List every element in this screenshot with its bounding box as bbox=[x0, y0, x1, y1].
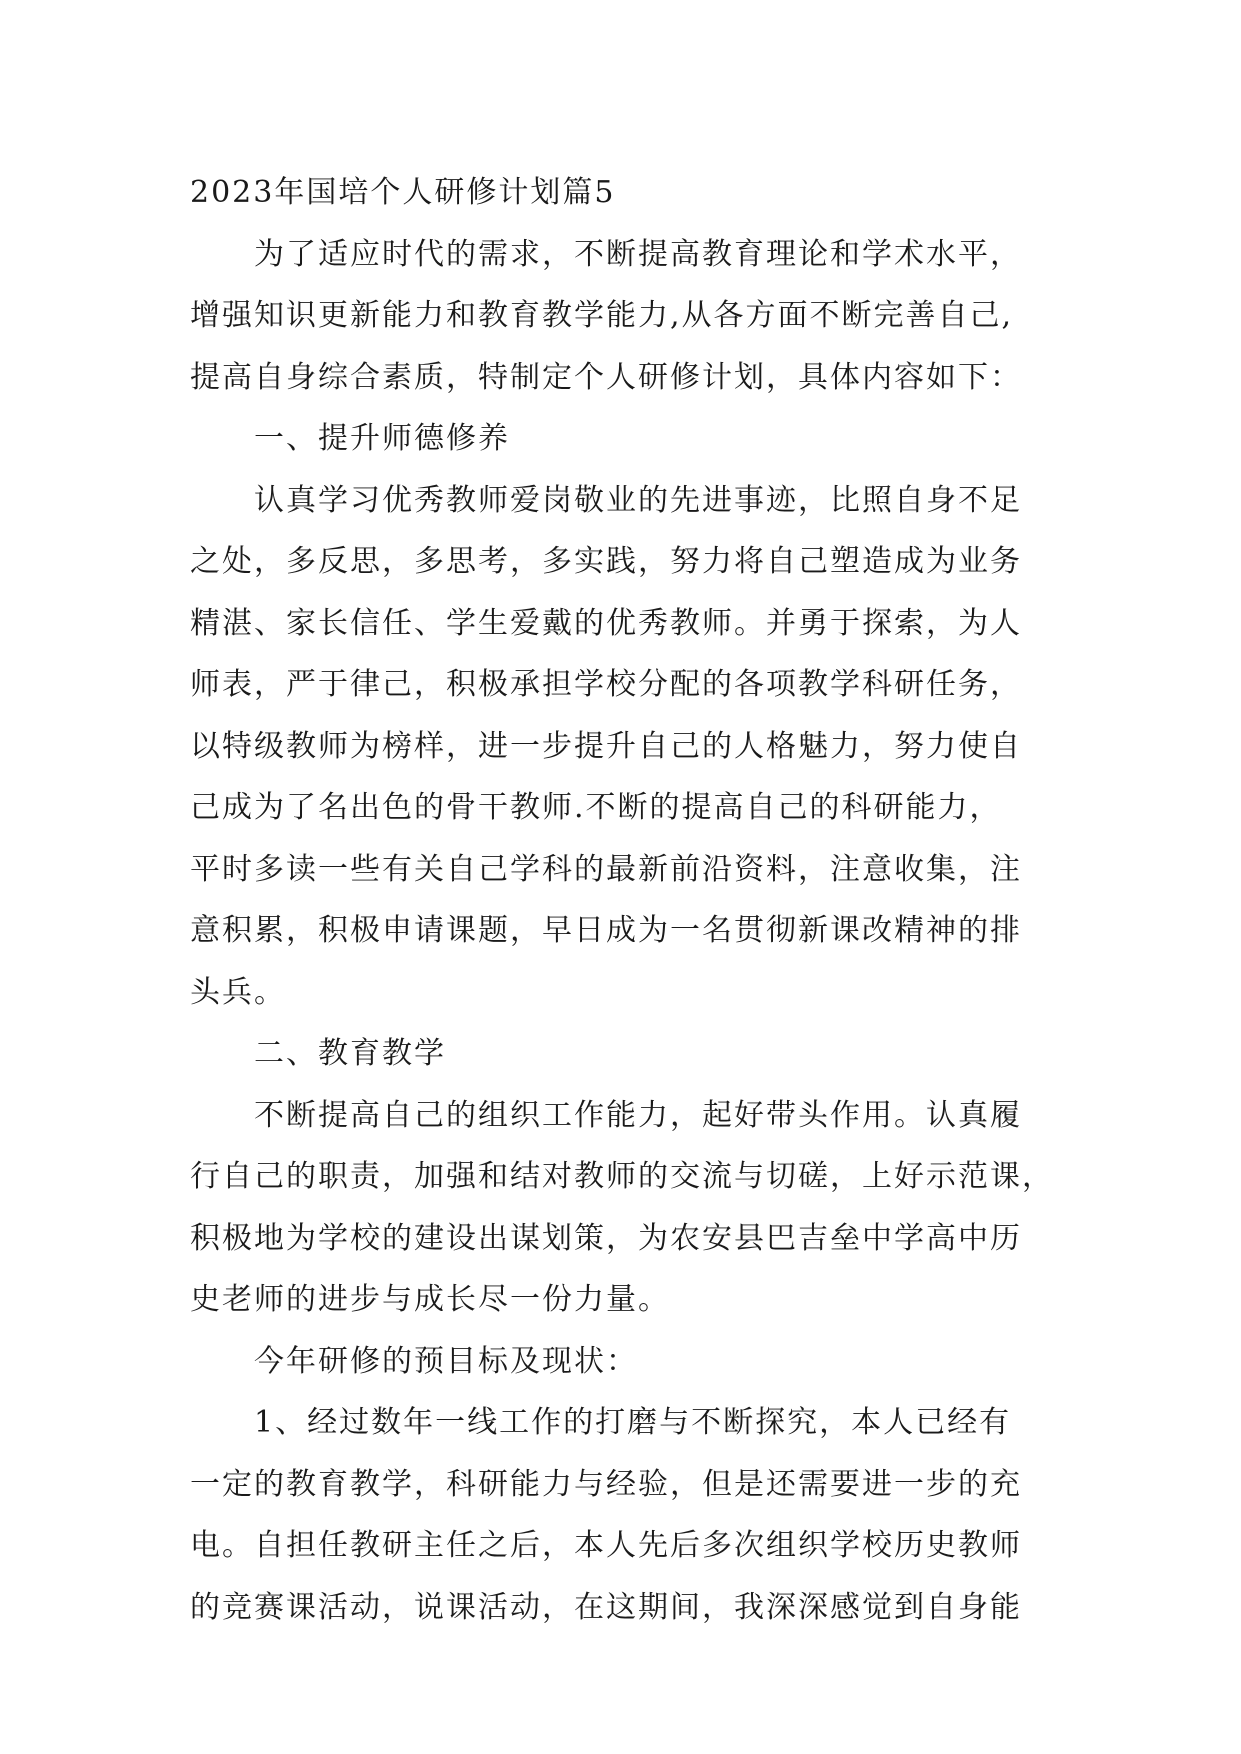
section2-line: 不断提高自己的组织工作能力，起好带头作用。认真履 bbox=[254, 1097, 1022, 1133]
goals-line: 电。自担任教研主任之后，本人先后多次组织学校历史教师 bbox=[190, 1528, 1022, 1563]
section1-line: 认真学习优秀教师爱岗敬业的先进事迹，比照自身不足 bbox=[254, 482, 1022, 518]
section1-line: 之处，多反思，多思考，多实践，努力将自己塑造成为业务 bbox=[190, 544, 1022, 579]
section1-line: 以特级教师为榜样，进一步提升自己的人格魅力，努力使自 bbox=[190, 728, 1022, 764]
intro-line: 提高自身综合素质，特制定个人研修计划，具体内容如下： bbox=[190, 359, 1022, 395]
section-heading-1: 一、提升师德修养 bbox=[254, 421, 510, 456]
section-heading-2: 二、教育教学 bbox=[254, 1036, 446, 1071]
section2-line: 史老师的进步与成长尽一份力量。 bbox=[190, 1282, 670, 1317]
section1-line: 头兵。 bbox=[190, 974, 286, 1010]
document-title: 2023年国培个人研修计划篇5 bbox=[190, 175, 616, 210]
intro-line: 为了适应时代的需求，不断提高教育理论和学术水平， bbox=[254, 236, 1022, 272]
section1-line: 平时多读一些有关自己学科的最新前沿资料，注意收集，注 bbox=[190, 851, 1022, 887]
goals-line: 1、经过数年一线工作的打磨与不断探究，本人已经有 bbox=[254, 1405, 1012, 1440]
section1-line: 己成为了名出色的骨干教师.不断的提高自己的科研能力， bbox=[190, 790, 1002, 825]
section1-line: 师表，严于律己，积极承担学校分配的各项教学科研任务， bbox=[190, 667, 1022, 702]
section1-line: 精湛、家长信任、学生爱戴的优秀教师。并勇于探索，为人 bbox=[190, 605, 1022, 641]
section1-line: 意积累，积极申请课题，早日成为一名贯彻新课改精神的排 bbox=[190, 913, 1022, 948]
goals-line: 的竞赛课活动，说课活动，在这期间，我深深感觉到自身能 bbox=[190, 1589, 1022, 1625]
section2-line: 行自己的职责，加强和结对教师的交流与切磋，上好示范课， bbox=[190, 1159, 1054, 1194]
intro-line: 增强知识更新能力和教育教学能力,从各方面不断完善自己, bbox=[190, 298, 1014, 333]
section2-line: 积极地为学校的建设出谋划策，为农安县巴吉垒中学高中历 bbox=[190, 1220, 1022, 1256]
goals-heading: 今年研修的预目标及现状： bbox=[254, 1343, 638, 1379]
document-body bbox=[190, 162, 1090, 1638]
goals-line: 一定的教育教学，科研能力与经验，但是还需要进一步的充 bbox=[190, 1466, 1022, 1502]
